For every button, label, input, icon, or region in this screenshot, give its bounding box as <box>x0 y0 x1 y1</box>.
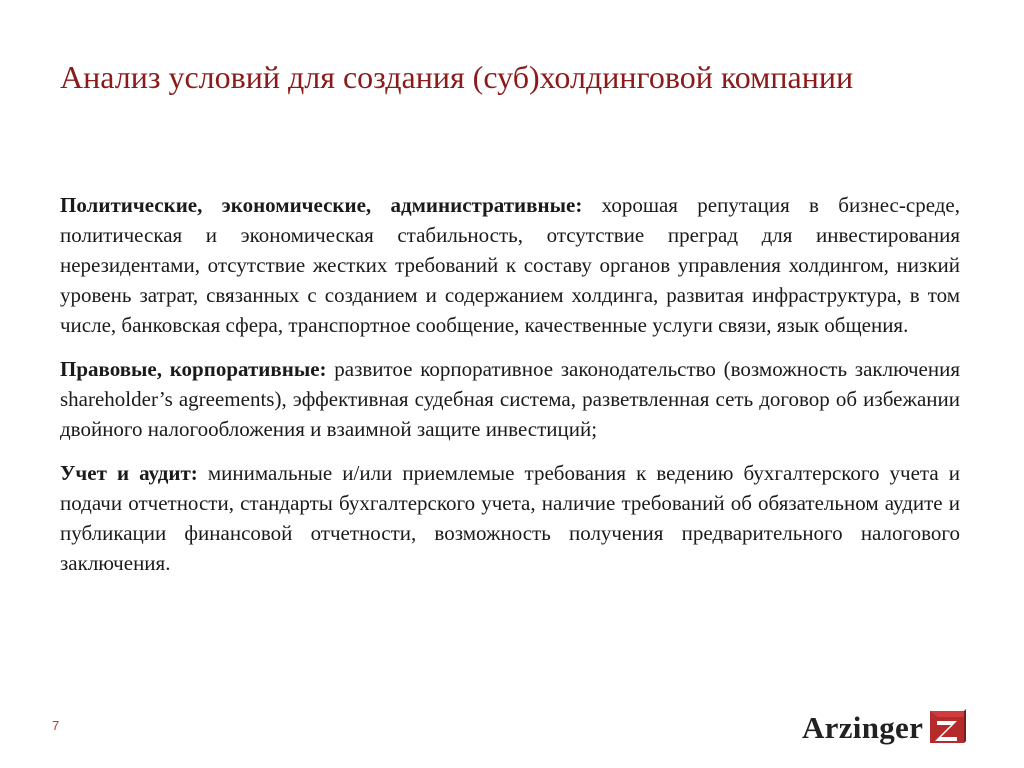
slide-title: Анализ условий для создания (суб)холдинговой компании <box>60 59 854 95</box>
paragraph-text: хорошая репутация в бизнес-среде, политическая и экономическая стабильность, отсутствие преград для инвестирования нерезидентами, отсутствие жестких требований к составу органов управления холдингом, низкий уровень затрат, связанных с созданием и содержанием холдинга, развитая инфраструктура, в том числе, банковская сфера, транспортное сообщение, качественные услуги связи, язык общения. <box>60 193 960 337</box>
slide-body <box>60 190 960 592</box>
paragraph-text: развитое корпоративное законодательство (возможность заключения shareholder’s agreements), эффективная судебная система, разветвленная сеть договор об избежании двойного налогообложения и взаимной защите инвестиций; <box>60 357 960 441</box>
paragraph-text: минимальные и/или приемлемые требования к ведению бухгалтерского учета и подачи отчетности, стандарты бухгалтерского учета, наличие требований об обязательном аудите и публикации финансовой отчетности, возможность получения предварительного налогового заключения. <box>60 461 960 575</box>
arzinger-logo-mark-icon <box>929 708 967 746</box>
paragraph-heading: Политические, экономические, административные: <box>60 193 583 217</box>
page-number: 7 <box>52 718 60 733</box>
paragraph-heading: Учет и аудит: <box>60 461 198 485</box>
paragraph-political <box>60 190 960 340</box>
company-logo <box>802 708 967 746</box>
logo-wordmark: Arzinger <box>802 709 924 745</box>
paragraph-accounting <box>60 458 960 578</box>
paragraph-legal <box>60 354 960 444</box>
paragraph-heading: Правовые, корпоративные: <box>60 357 327 381</box>
